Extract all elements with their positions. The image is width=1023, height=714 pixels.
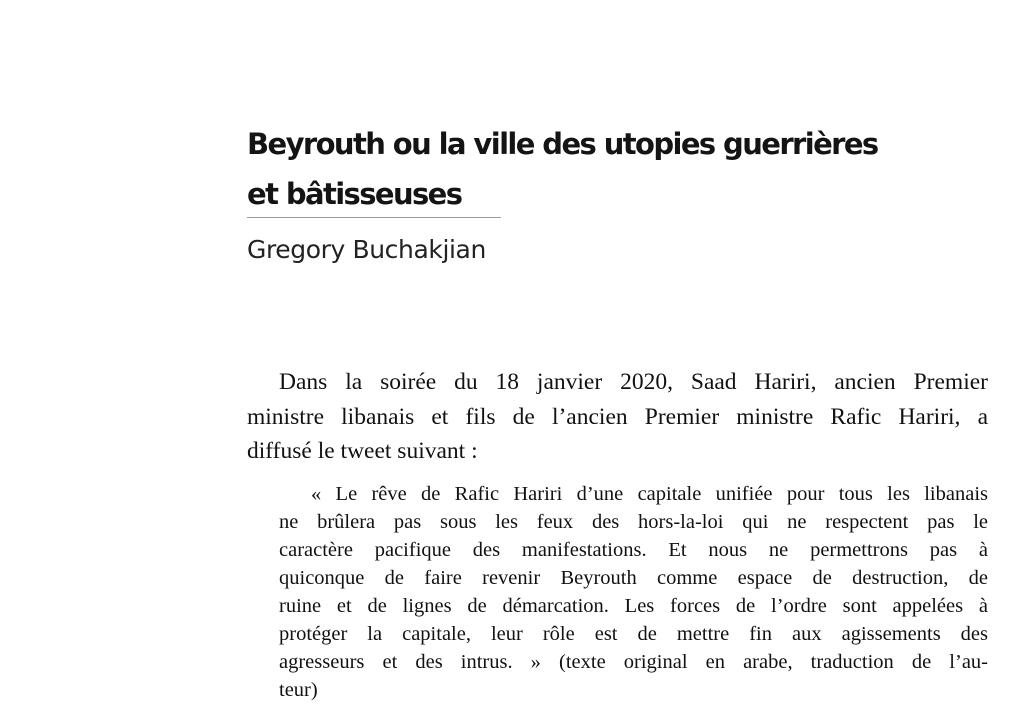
quote-line-8: teur) <box>279 679 318 701</box>
article-title <box>247 119 947 219</box>
paragraph-line-3: diffusé le tweet suivant : <box>247 438 478 464</box>
title-divider <box>247 217 501 218</box>
block-quote <box>279 480 988 704</box>
quote-line-7: agresseurs et des intrus. » (texte original en arabe, traduction de l’au- <box>279 651 988 673</box>
quote-line-6: protéger la capitale, leur rôle est de mettre fin aux agissements des <box>279 623 988 645</box>
quote-line-4: quiconque de faire revenir Beyrouth comme espace de destruction, de <box>279 567 988 589</box>
paragraph-line-2: ministre libanais et fils de l’ancien Premier ministre Rafic Hariri, a <box>247 403 988 430</box>
body-paragraph <box>247 365 988 469</box>
quote-line-1: « Le rêve de Rafic Hariri d’une capitale unifiée pour tous les libanais <box>311 483 988 505</box>
article-title-line-2: et bâtisseuses <box>247 177 462 211</box>
quote-line-5: ruine et de lignes de démarcation. Les forces de l’ordre sont appelées à <box>279 595 988 617</box>
author-name: Gregory Buchakjian <box>247 235 486 264</box>
paragraph-line-1: Dans la soirée du 18 janvier 2020, Saad Hariri, ancien Premier <box>279 369 988 395</box>
quote-line-2: ne brûlera pas sous les feux des hors-la-loi qui ne respectent pas le <box>279 511 988 533</box>
article-title-line-1: Beyrouth ou la ville des utopies guerrières <box>247 127 878 161</box>
quote-line-3: caractère pacifique des manifestations. Et nous ne permettrons pas à <box>279 539 988 561</box>
